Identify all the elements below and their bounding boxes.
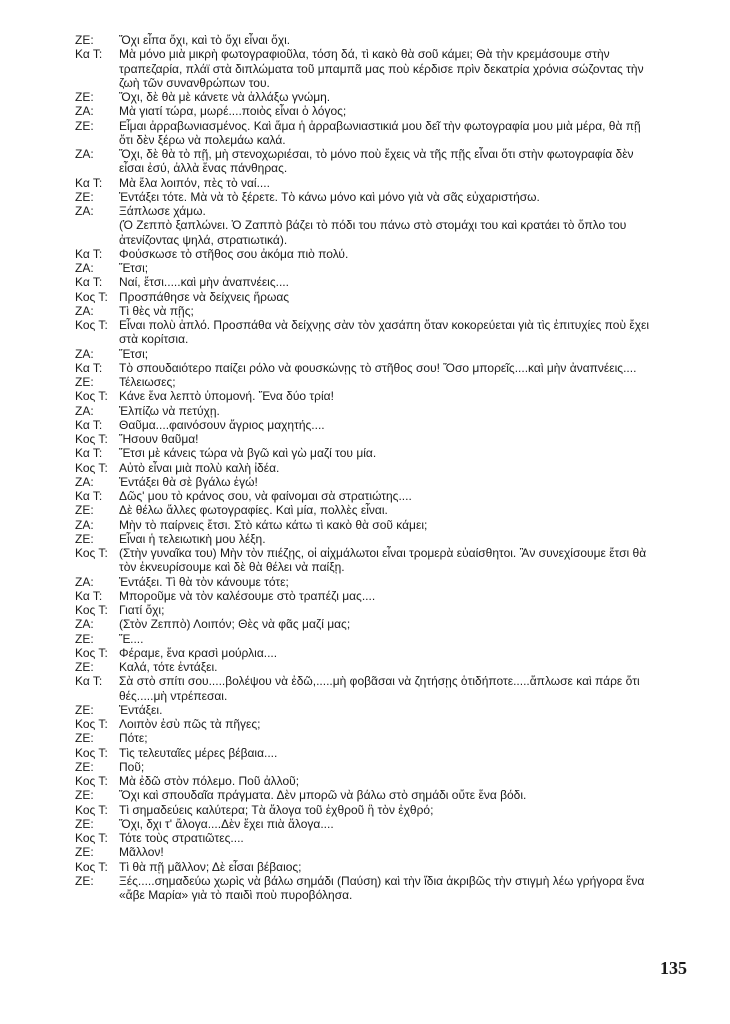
speaker-label: Κα Τ: xyxy=(75,489,103,503)
line-text: Φέραμε, ἕνα κρασὶ μούρλια.... xyxy=(119,645,278,660)
line-text: Δῶς' μου τὸ κράνος σου, νὰ φαίνομαι σὰ στρατιώτης.... xyxy=(119,489,412,503)
dialogue-line xyxy=(75,703,650,717)
line-text: Ἐντάξει. xyxy=(119,702,163,717)
dialogue-line xyxy=(75,418,650,432)
line-text: Τὶ σημαδεύεις καλύτερα; Τὰ ἄλογα τοῦ ἐχθροῦ ἢ τὸν ἐχθρό; xyxy=(119,802,434,817)
speaker-label: Κα Τ: xyxy=(75,360,103,375)
line-text: Ἔτσι; xyxy=(119,261,149,275)
dialogue-line xyxy=(75,475,650,489)
speaker-label: ΖΕ: xyxy=(75,631,94,646)
page-number: 135 xyxy=(660,958,687,978)
line-text: Ἐντάξει θὰ σὲ βγάλω ἐγώ! xyxy=(119,474,258,489)
speaker-label: ΖΕ: xyxy=(75,845,94,860)
line-text: Καλά, τότε ἐντάξει. xyxy=(119,660,218,674)
line-text: Ἤσουν θαῦμα! xyxy=(119,432,199,446)
line-text: Μὰ μόνο μιὰ μικρὴ φωτογραφιοῦλα, τόση δά, τὶ κακὸ θὰ σοῦ κάμει; Θὰ τὴν κρεμάσουμε στὴν τραπεζαρία, πλάϊ στὰ διπλώματα τοῦ μπαμπᾶ μας ποὺ κέρδισε πρὶν δεκατρία χρόνια σώζοντας τὴν ζωὴ τῶν συνανθρώπων του. xyxy=(119,47,644,90)
line-text: Εἶναι πολὺ ἁπλό. Προσπάθα νὰ δείχνῃς σὰν τὸν χασάπη ὅταν κοκορεύεται γιὰ τὶς ἐπιτυχίες ποὺ ἔχει στὰ κορίτσια. xyxy=(119,318,650,347)
dialogue-line xyxy=(75,176,650,190)
speaker-label: Κος Τ: xyxy=(75,318,108,332)
speaker-label: ΖΕ: xyxy=(75,375,94,389)
dialogue-line xyxy=(75,503,650,517)
dialogue-line xyxy=(75,518,650,532)
line-text: Εἶμαι ἀρραβωνιασμένος. Καὶ ἅμα ἡ ἀρραβωνιαστικιά μου δεῖ τὴν φωτογραφία μου μιὰ μέρα, θὰ πῇ ὅτι δὲν ξέρω νὰ πολεμάω καλά. xyxy=(119,118,641,147)
speaker-label: ΖΕ: xyxy=(75,33,94,47)
speaker-label: Κος Τ: xyxy=(75,717,108,731)
dialogue-line xyxy=(75,532,650,546)
line-text: Ὄχι εἶπα ὄχι, καὶ τὸ ὄχι εἶναι ὄχι. xyxy=(119,33,291,47)
line-text: Θαῦμα....φαινόσουν ἄγριος μαχητής.... xyxy=(119,417,325,432)
dialogue-line xyxy=(75,731,650,745)
dialogue-line xyxy=(75,218,650,247)
speaker-label: ΖΑ: xyxy=(75,474,94,489)
speaker-label: ΖΑ: xyxy=(75,517,94,532)
dialogue-line xyxy=(75,746,650,760)
dialogue-line xyxy=(75,617,650,631)
line-text: Γιατί ὄχι; xyxy=(119,603,165,617)
speaker-label: ΖΕ: xyxy=(75,759,94,774)
line-text: Μὰ ἐδῶ στὸν πόλεμο. Ποῦ ἀλλοῦ; xyxy=(119,774,300,788)
speaker-label: Κα Τ: xyxy=(75,246,103,261)
line-text: Ἐλπίζω νὰ πετύχῃ. xyxy=(119,403,220,418)
dialogue-line xyxy=(75,446,650,460)
line-text: Μὴν τὸ παίρνεις ἔτσι. Στὸ κάτω κάτω τὶ κακὸ θὰ σοῦ κάμει; xyxy=(119,517,428,532)
dialogue-line xyxy=(75,261,650,275)
dialogue-line xyxy=(75,33,650,47)
dialogue-line xyxy=(75,817,650,831)
dialogue-line xyxy=(75,347,650,361)
line-text: Φούσκωσε τὸ στῆθος σου ἀκόμα πιὸ πολύ. xyxy=(119,246,349,261)
speaker-label: ΖΕ: xyxy=(75,90,94,104)
speaker-label: Κος Τ: xyxy=(75,645,108,660)
line-text: Αὐτὸ εἶναι μιὰ πολὺ καλὴ ἰδέα. xyxy=(119,460,280,475)
speaker-label: ΖΑ: xyxy=(75,617,94,632)
dialogue-line xyxy=(75,147,650,176)
line-text: Τὶ θὰ πῇ μᾶλλον; Δὲ εἶσαι βέβαιος; xyxy=(119,859,302,874)
line-text: Προσπάθησε νὰ δείχνεις ἥρωας xyxy=(119,289,290,304)
speaker-label: ΖΕ: xyxy=(75,189,94,204)
speaker-label: Κα Τ: xyxy=(75,588,103,603)
dialogue-line xyxy=(75,190,650,204)
line-text: Ὄχι, δὲ θὰ μὲ κάνετε νὰ ἀλλάξω γνώμη. xyxy=(119,90,331,104)
line-text: Ἔτσι μὲ κάνεις τώρα νὰ βγῶ καὶ γὼ μαζί του μία. xyxy=(119,446,377,461)
dialogue-line xyxy=(75,404,650,418)
dialogue-line xyxy=(75,646,650,660)
line-text: Μᾶλλον! xyxy=(119,845,164,860)
speaker-label: Κος Τ: xyxy=(75,289,108,304)
line-text: Σὰ στὸ σπίτι σου.....βολέψου νὰ ἐδῶ,.....μὴ φοβᾶσαι νὰ ζητήσῃς ὁτιδήποτε.....ἅπλωσε καὶ πάρε ὅτι θές.....μὴ ντρέπεσαι. xyxy=(119,674,640,703)
line-text: Ναί, ἔτσι.....καὶ μὴν ἀναπνέεις.... xyxy=(119,275,289,290)
dialogue-line xyxy=(75,845,650,859)
speaker-label: Κος Τ: xyxy=(75,831,108,845)
dialogue-line xyxy=(75,760,650,774)
line-text: Ὄχι, δχι τ' ἄλογα....Δὲν ἔχει πιὰ ἄλογα.... xyxy=(119,816,334,831)
dialogue-line xyxy=(75,361,650,375)
dialogue-line xyxy=(75,831,650,845)
dialogue-line xyxy=(75,603,650,617)
dialogue-line xyxy=(75,204,650,218)
dialogue-line xyxy=(75,90,650,104)
dialogue-line xyxy=(75,489,650,503)
speaker-label: ΖΑ: xyxy=(75,261,94,275)
line-text: (Στὸν Ζεππὸ) Λοιπόν; Θὲς νὰ φᾶς μαζί μας; xyxy=(119,617,351,632)
line-text: (Στὴν γυναῖκα του) Μὴν τὸν πιέζῃς, οἱ αἰχμάλωτοι εἶναι τρομερὰ εὐαίσθητοι. Ἂν συνεχίσουμε ἔτσι θὰ τὸν ἐκνευρίσουμε καὶ δὲ θὰ θέλει νὰ παίξῃ. xyxy=(119,546,647,575)
dialogue-line xyxy=(75,318,650,347)
speaker-label: Κα Τ: xyxy=(75,417,103,432)
speaker-label: ΖΕ: xyxy=(75,873,94,888)
dialogue-line xyxy=(75,788,650,802)
dialogue-line xyxy=(75,119,650,148)
line-text: Ἐντάξει. Τὶ θὰ τὸν κάνουμε τότε; xyxy=(119,574,289,589)
speaker-label: ΖΑ: xyxy=(75,574,94,589)
line-text: Ξές.....σημαδεύω χωρὶς νὰ βάλω σημάδι (Παύση) καὶ τὴν ἴδια ἀκριβῶς τὴν στιγμὴ λέω γρήγορα ἕνα «ἄβε Μαρία» γιὰ τὸ παιδὶ ποὺ πυροβόλησα. xyxy=(119,873,645,902)
line-text: Λοιπὸν ἐσὺ πῶς τὰ πῆγες; xyxy=(119,717,261,731)
dialogue-line xyxy=(75,47,650,90)
line-text: Μὰ ἔλα λοιπόν, πὲς τὸ ναί.... xyxy=(119,175,270,190)
dialogue-line xyxy=(75,589,650,603)
speaker-label: ΖΕ: xyxy=(75,816,94,831)
speaker-label: Κος Τ: xyxy=(75,859,108,874)
speaker-label: ΖΑ: xyxy=(75,204,94,218)
speaker-label: ΖΑ: xyxy=(75,104,94,119)
speaker-label: Κα Τ: xyxy=(75,275,103,290)
line-text: Δὲ θέλω ἄλλες φωτογραφίες. Καὶ μία, πολλὲς εἶναι. xyxy=(119,503,388,518)
speaker-label: ΖΑ: xyxy=(75,303,94,318)
speaker-label: ΖΕ: xyxy=(75,531,94,546)
speaker-label: ΖΑ: xyxy=(75,147,94,161)
line-text: Ἔτσι; xyxy=(119,346,149,361)
dialogue-line xyxy=(75,674,650,703)
line-text: Ποῦ; xyxy=(119,759,145,774)
dialogue-line xyxy=(75,717,650,731)
speaker-label: ΖΑ: xyxy=(75,403,94,418)
dialogue-line xyxy=(75,546,650,575)
speaker-label: Κος Τ: xyxy=(75,603,108,617)
line-text: Τὶς τελευταῖες μέρες βέβαια.... xyxy=(119,745,278,760)
dialogue-line xyxy=(75,432,650,446)
line-text: Πότε; xyxy=(119,731,148,746)
dialogue-line xyxy=(75,874,650,903)
speaker-label: Κα Τ: xyxy=(75,446,103,461)
line-text: Τὸ σπουδαιότερο παίζει ρόλο νὰ φουσκώνῃς τὸ στῆθος σου! Ὅσο μπορεῖς....καὶ μὴν ἀναπνέεις.... xyxy=(119,360,637,375)
speaker-label: Κος Τ: xyxy=(75,432,108,446)
speaker-label: Κα Τ: xyxy=(75,674,103,689)
speaker-label: Κος Τ: xyxy=(75,802,108,817)
speaker-label: ΖΕ: xyxy=(75,660,94,674)
dialogue-line xyxy=(75,389,650,403)
dialogue-line xyxy=(75,304,650,318)
speaker-label: Κα Τ: xyxy=(75,47,103,62)
line-text: Ἐντάξει τότε. Μὰ νὰ τὸ ξέρετε. Τὸ κάνω μόνο καὶ μόνο γιὰ νὰ σᾶς εὐχαριστήσω. xyxy=(119,189,540,204)
line-text: Ξάπλωσε χάμω. xyxy=(119,204,206,218)
speaker-label: Κος Τ: xyxy=(75,774,108,788)
line-text: Τέλειωσες; xyxy=(119,375,176,389)
line-text: Τὶ θὲς νὰ πῇς; xyxy=(119,303,194,318)
dialogue-line xyxy=(75,660,650,674)
speaker-label: ΖΕ: xyxy=(75,118,94,133)
line-text: Κάνε ἕνα λεπτὸ ὑπομονή. Ἕνα δύο τρία! xyxy=(119,389,334,404)
dialogue-line xyxy=(75,275,650,289)
speaker-label: ΖΕ: xyxy=(75,503,94,518)
speaker-label: Κος Τ: xyxy=(75,745,108,760)
speaker-label: ΖΕ: xyxy=(75,702,94,717)
line-text: Ὄχι, δὲ θὰ τὸ πῇ, μὴ στενοχωριέσαι, τὸ μόνο ποὺ ἔχεις νὰ τῆς πῇς εἶναι ὅτι στὴν φωτογραφία δὲν εἶσαι ἐσύ, ἀλλὰ ἕνας πάνθηρας. xyxy=(119,147,634,176)
line-text: Μὰ γιατί τώρα, μωρέ....ποιὸς εἶναι ὁ λόγος; xyxy=(119,104,347,119)
line-text: Ἔ.... xyxy=(119,631,144,646)
line-text: (Ὁ Ζεππὸ ξαπλώνει. Ὁ Ζαππὸ βάζει τὸ πόδι του πάνω στὸ στομάχι του καὶ κρατάει τὸ ὅπλο του ἀτενίζοντας ψηλά, στρατιωτικά). xyxy=(119,218,627,247)
speaker-label: Κος Τ: xyxy=(75,389,108,404)
speaker-label: ΖΕ: xyxy=(75,788,94,803)
dialogue-line xyxy=(75,104,650,118)
speaker-label: Κος Τ: xyxy=(75,546,108,560)
dialogue-line xyxy=(75,803,650,817)
dialogue-line xyxy=(75,290,650,304)
dialogue-line xyxy=(75,860,650,874)
dialogue-text xyxy=(75,33,650,902)
speaker-label: ΖΑ: xyxy=(75,346,94,361)
line-text: Ὄχι καὶ σπουδαῖα πράγματα. Δὲν μπορῶ νὰ βάλω στὸ σημάδι οὔτε ἕνα βόδι. xyxy=(119,788,527,803)
speaker-label: Κα Τ: xyxy=(75,175,103,190)
dialogue-line xyxy=(75,632,650,646)
speaker-label: Κος Τ: xyxy=(75,460,108,475)
speaker-label: ΖΕ: xyxy=(75,731,94,746)
line-text: Εἶναι ἡ τελειωτικὴ μου λέξη. xyxy=(119,531,266,546)
line-text: Μποροῦμε νὰ τὸν καλέσουμε στὸ τραπέζι μας.... xyxy=(119,588,376,603)
dialogue-line xyxy=(75,575,650,589)
dialogue-line xyxy=(75,375,650,389)
dialogue-line xyxy=(75,461,650,475)
line-text: Τότε τοὺς στρατιῶτες.... xyxy=(119,831,244,845)
dialogue-line xyxy=(75,247,650,261)
dialogue-line xyxy=(75,774,650,788)
